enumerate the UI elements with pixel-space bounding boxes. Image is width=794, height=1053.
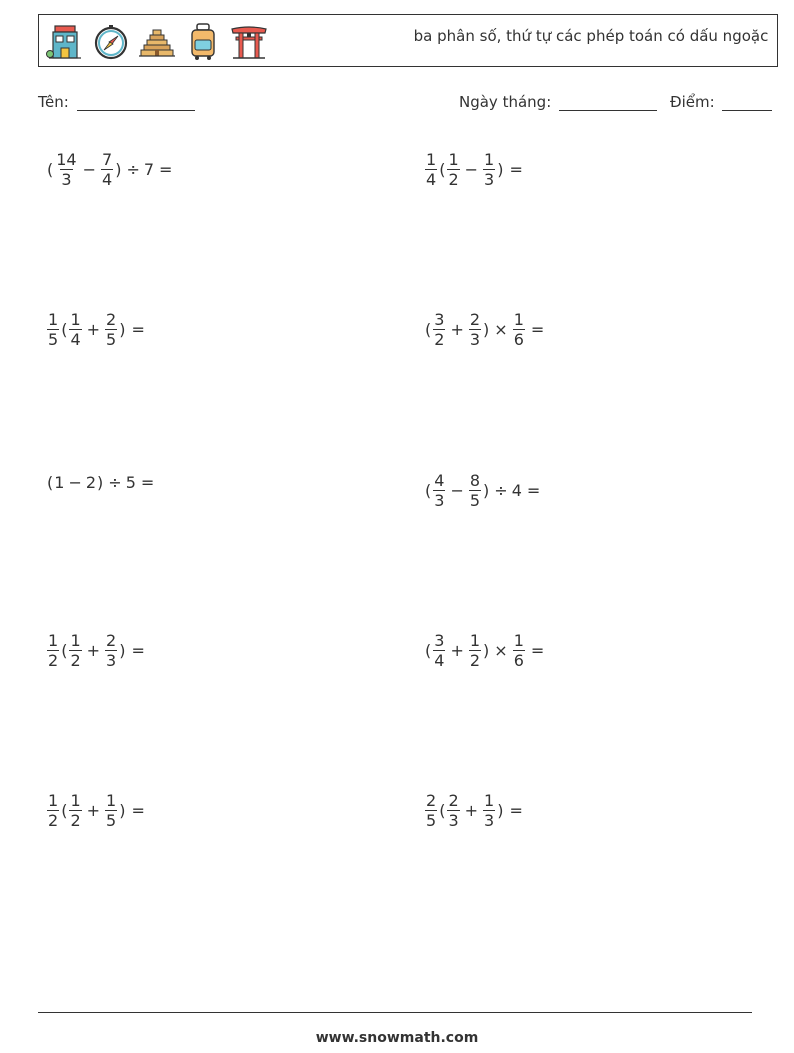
denominator: 2 <box>48 650 59 670</box>
denominator: 4 <box>102 169 113 189</box>
worksheet-header <box>38 14 778 67</box>
equals-sign: = <box>530 319 545 339</box>
equals-sign: = <box>140 472 155 492</box>
fraction <box>105 791 117 830</box>
header-icons <box>45 21 269 63</box>
problem-9 <box>46 780 145 840</box>
numerator: 2 <box>106 309 117 329</box>
numerator: 1 <box>513 630 524 650</box>
luggage-icon <box>183 22 223 62</box>
operator: ÷ <box>108 472 122 492</box>
parenthesis: ( <box>425 319 432 339</box>
parenthesis: ( <box>47 472 54 492</box>
numerator: 1 <box>70 309 81 329</box>
fraction <box>483 150 495 189</box>
parenthesis: ) <box>97 472 104 492</box>
fraction <box>483 791 495 830</box>
numerator: 1 <box>70 790 81 810</box>
numerator: 8 <box>469 470 481 490</box>
fraction <box>47 310 59 349</box>
operator: ÷ <box>494 480 508 500</box>
numerator: 4 <box>434 470 445 490</box>
parenthesis: ) <box>497 800 504 820</box>
denominator: 5 <box>469 490 481 510</box>
problem-2 <box>424 139 523 199</box>
equals-sign: = <box>526 480 541 500</box>
denominator: 4 <box>70 329 81 349</box>
numerator: 1 <box>513 309 524 329</box>
denominator: 3 <box>106 650 117 670</box>
parenthesis: ( <box>439 159 446 179</box>
equals-sign: = <box>131 319 145 339</box>
name-field <box>38 93 195 111</box>
problem-10 <box>424 780 523 840</box>
fraction <box>469 310 481 349</box>
denominator: 6 <box>513 650 524 670</box>
problem-6 <box>424 460 540 520</box>
parenthesis: ) <box>119 800 126 820</box>
fraction <box>105 631 117 670</box>
problem-5 <box>46 452 154 512</box>
parenthesis: ( <box>439 800 446 820</box>
equals-sign: = <box>159 159 173 179</box>
denominator: 3 <box>434 490 445 510</box>
date-label: Ngày tháng: <box>459 93 552 111</box>
denominator: 3 <box>484 810 495 830</box>
operator: + <box>86 319 101 339</box>
date-blank[interactable] <box>559 95 657 111</box>
denominator: 2 <box>48 810 59 830</box>
footer-divider <box>38 1012 752 1013</box>
denominator: 6 <box>513 329 524 349</box>
denominator: 3 <box>484 169 495 189</box>
denominator: 3 <box>61 169 72 189</box>
fraction <box>101 150 113 189</box>
denominator: 2 <box>70 810 81 830</box>
operator: − <box>450 480 464 500</box>
problem-1 <box>46 139 172 199</box>
name-label: Tên: <box>38 93 69 111</box>
parenthesis: ) <box>119 640 126 660</box>
equals-sign: = <box>131 800 145 820</box>
numerator: 2 <box>448 790 459 810</box>
fraction <box>105 310 117 349</box>
operator: × <box>494 640 508 660</box>
building-icon <box>45 22 85 62</box>
problem-7 <box>46 620 145 680</box>
denominator: 3 <box>469 329 481 349</box>
denominator: 5 <box>426 810 437 830</box>
numerator: 2 <box>106 630 117 650</box>
parenthesis: ) <box>483 480 490 500</box>
parenthesis: ) <box>483 640 490 660</box>
denominator: 4 <box>434 650 445 670</box>
numerator: 1 <box>48 630 59 650</box>
numerator: 2 <box>469 309 481 329</box>
pyramid-icon <box>137 22 177 62</box>
fraction <box>433 631 445 670</box>
score-blank[interactable] <box>722 95 772 111</box>
denominator: 5 <box>48 329 59 349</box>
denominator: 2 <box>469 650 481 670</box>
denominator: 3 <box>448 810 459 830</box>
parenthesis: ( <box>425 480 432 500</box>
numerator: 14 <box>56 149 77 169</box>
denominator: 2 <box>434 329 445 349</box>
torii-gate-icon <box>229 22 269 62</box>
parenthesis: ) <box>119 319 126 339</box>
fraction <box>433 310 445 349</box>
parenthesis: ( <box>425 640 432 660</box>
numerator: 1 <box>48 790 59 810</box>
operator: − <box>82 159 97 179</box>
denominator: 5 <box>106 329 117 349</box>
number: 1 <box>54 472 65 492</box>
numerator: 1 <box>106 790 117 810</box>
number: 4 <box>511 480 522 500</box>
numerator: 3 <box>434 309 445 329</box>
operator: + <box>86 800 101 820</box>
fraction <box>447 791 459 830</box>
numerator: 2 <box>426 790 437 810</box>
parenthesis: ( <box>61 800 68 820</box>
numerator: 1 <box>426 149 437 169</box>
operator: + <box>450 319 464 339</box>
numerator: 7 <box>102 149 113 169</box>
fraction <box>47 791 59 830</box>
operator: − <box>464 159 479 179</box>
numerator: 1 <box>70 630 81 650</box>
parenthesis: ) <box>115 159 122 179</box>
problem-8 <box>424 620 544 680</box>
fraction <box>513 631 525 670</box>
denominator: 5 <box>106 810 117 830</box>
numerator: 1 <box>48 309 59 329</box>
parenthesis: ( <box>61 319 68 339</box>
fraction <box>469 631 481 670</box>
fraction <box>55 150 77 189</box>
date-field <box>459 93 657 111</box>
number: 5 <box>125 472 136 492</box>
parenthesis: ( <box>47 159 54 179</box>
denominator: 4 <box>426 169 437 189</box>
equals-sign: = <box>131 640 145 660</box>
number: 2 <box>85 472 97 492</box>
numerator: 1 <box>469 630 481 650</box>
parenthesis: ( <box>61 640 68 660</box>
footer-url: www.snowmath.com <box>315 1030 479 1046</box>
fraction <box>69 310 81 349</box>
operator: ÷ <box>126 159 140 179</box>
fraction <box>425 791 437 830</box>
problem-4 <box>424 299 544 359</box>
score-label: Điểm: <box>670 93 715 111</box>
compass-icon <box>91 22 131 62</box>
number: 7 <box>143 159 155 179</box>
fraction <box>469 471 481 510</box>
equals-sign: = <box>509 800 523 820</box>
numerator: 1 <box>484 149 495 169</box>
fraction <box>425 150 437 189</box>
name-blank[interactable] <box>77 95 195 111</box>
fraction <box>69 791 81 830</box>
fraction <box>69 631 81 670</box>
parenthesis: ) <box>483 319 490 339</box>
equals-sign: = <box>530 640 545 660</box>
fraction <box>433 471 445 510</box>
operator: + <box>450 640 464 660</box>
worksheet-title: ba phân số, thứ tự các phép toán có dấu ngoặc <box>413 27 769 45</box>
score-field <box>670 93 772 111</box>
parenthesis: ) <box>497 159 504 179</box>
operator: − <box>68 472 82 492</box>
equals-sign: = <box>509 159 523 179</box>
numerator: 1 <box>484 790 495 810</box>
numerator: 1 <box>448 149 459 169</box>
fraction <box>447 150 459 189</box>
fraction <box>47 631 59 670</box>
problem-3 <box>46 299 145 359</box>
denominator: 2 <box>448 169 459 189</box>
numerator: 3 <box>434 630 445 650</box>
operator: + <box>86 640 101 660</box>
denominator: 2 <box>70 650 81 670</box>
operator: × <box>494 319 508 339</box>
operator: + <box>464 800 479 820</box>
fraction <box>513 310 525 349</box>
